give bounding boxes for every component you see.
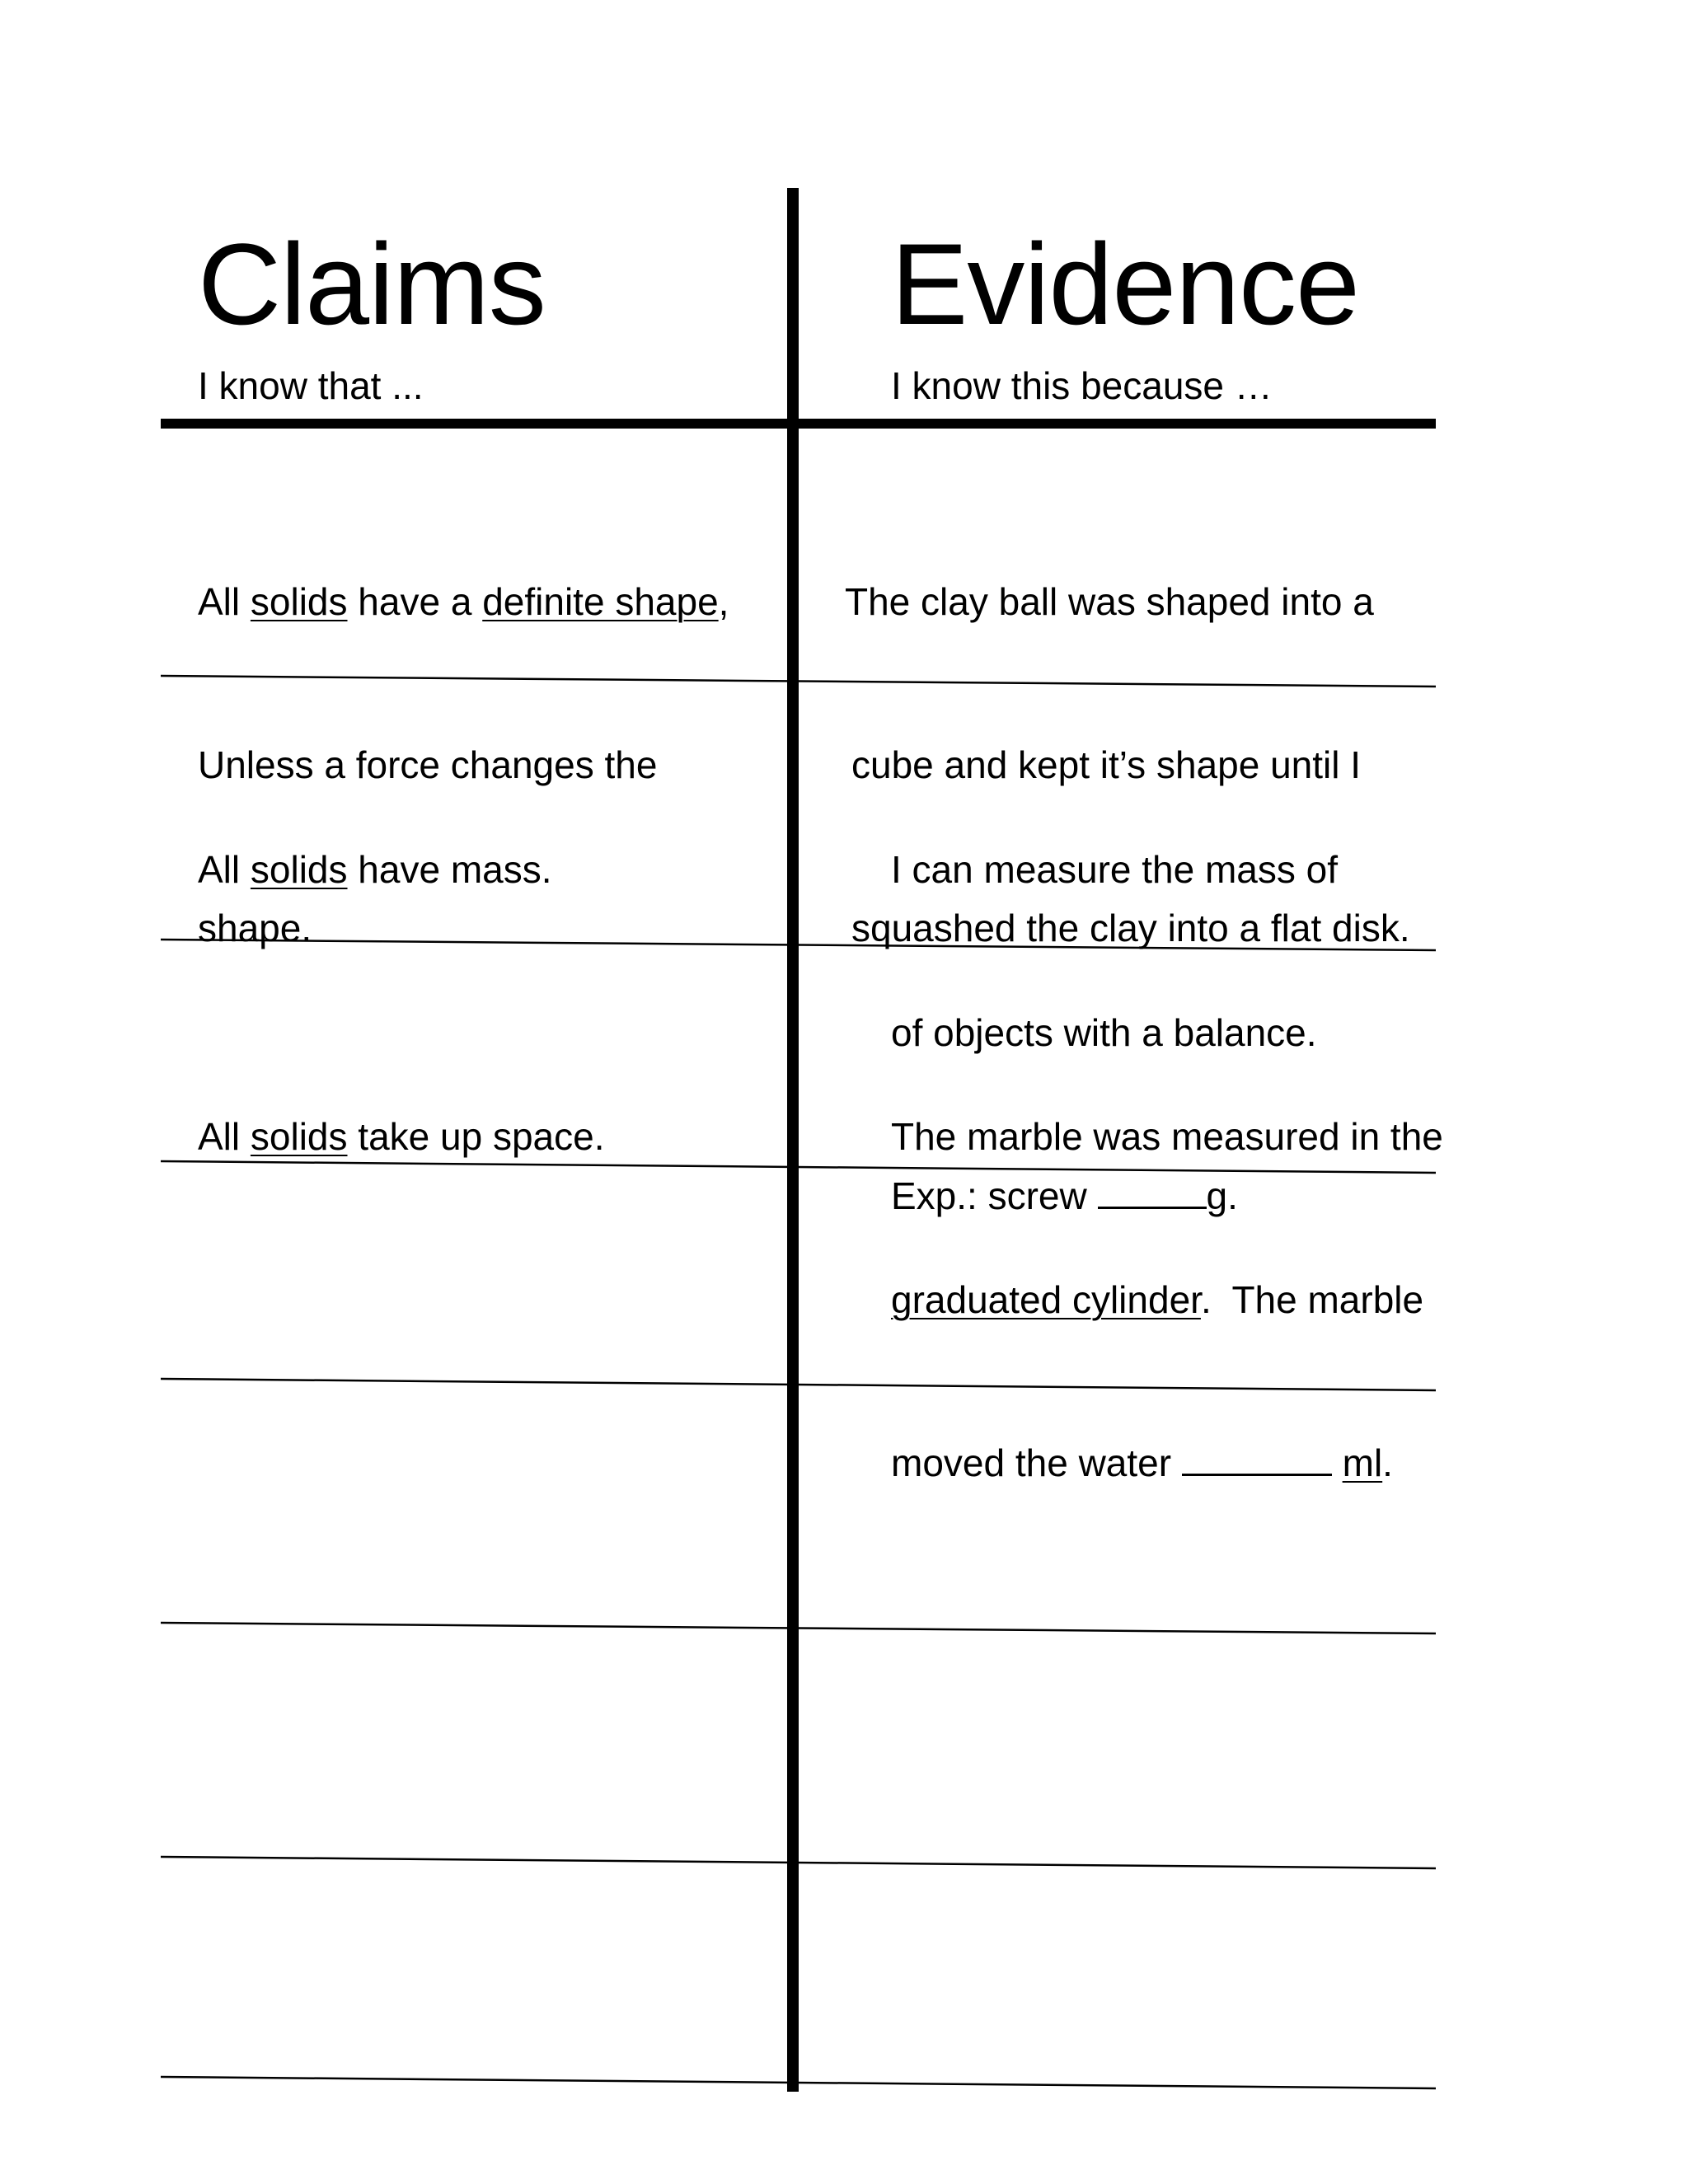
evidence-heading: Evidence (891, 219, 1359, 349)
claim-line: All solids have a definite shape, (198, 580, 729, 623)
empty-row[interactable] (161, 1393, 1436, 1624)
evidence-line: squashed the clay into a flat disk. (851, 907, 1410, 949)
claims-heading: Claims (198, 219, 546, 349)
evidence-line: Exp.: screw g. (891, 1169, 1338, 1223)
claim-line: All solids take up space. (198, 1115, 605, 1158)
evidence-line: The clay ball was shaped into a (845, 580, 1374, 623)
evidence-line: The marble was measured in the (891, 1115, 1443, 1158)
claims-subheading: I know that ... (198, 364, 424, 407)
empty-row[interactable] (161, 1174, 1436, 1380)
evidence-line: cube and kept it’s shape until I (851, 743, 1362, 786)
empty-row[interactable] (161, 1636, 1436, 1858)
claim-cell-2 (198, 733, 552, 1005)
evidence-line: of objects with a balance. (891, 1011, 1317, 1054)
evidence-line: graduated cylinder. The marble (891, 1278, 1424, 1321)
empty-row[interactable] (161, 1871, 1436, 2077)
evidence-subheading: I know this because … (891, 364, 1273, 407)
claim-line: shape. (198, 907, 312, 949)
evidence-line: I can measure the mass of (891, 848, 1339, 891)
claim-line: All solids have mass. (198, 848, 552, 891)
evidence-line: moved the water ml. (891, 1436, 1443, 1490)
claim-line: Unless a force changes the (198, 743, 658, 786)
